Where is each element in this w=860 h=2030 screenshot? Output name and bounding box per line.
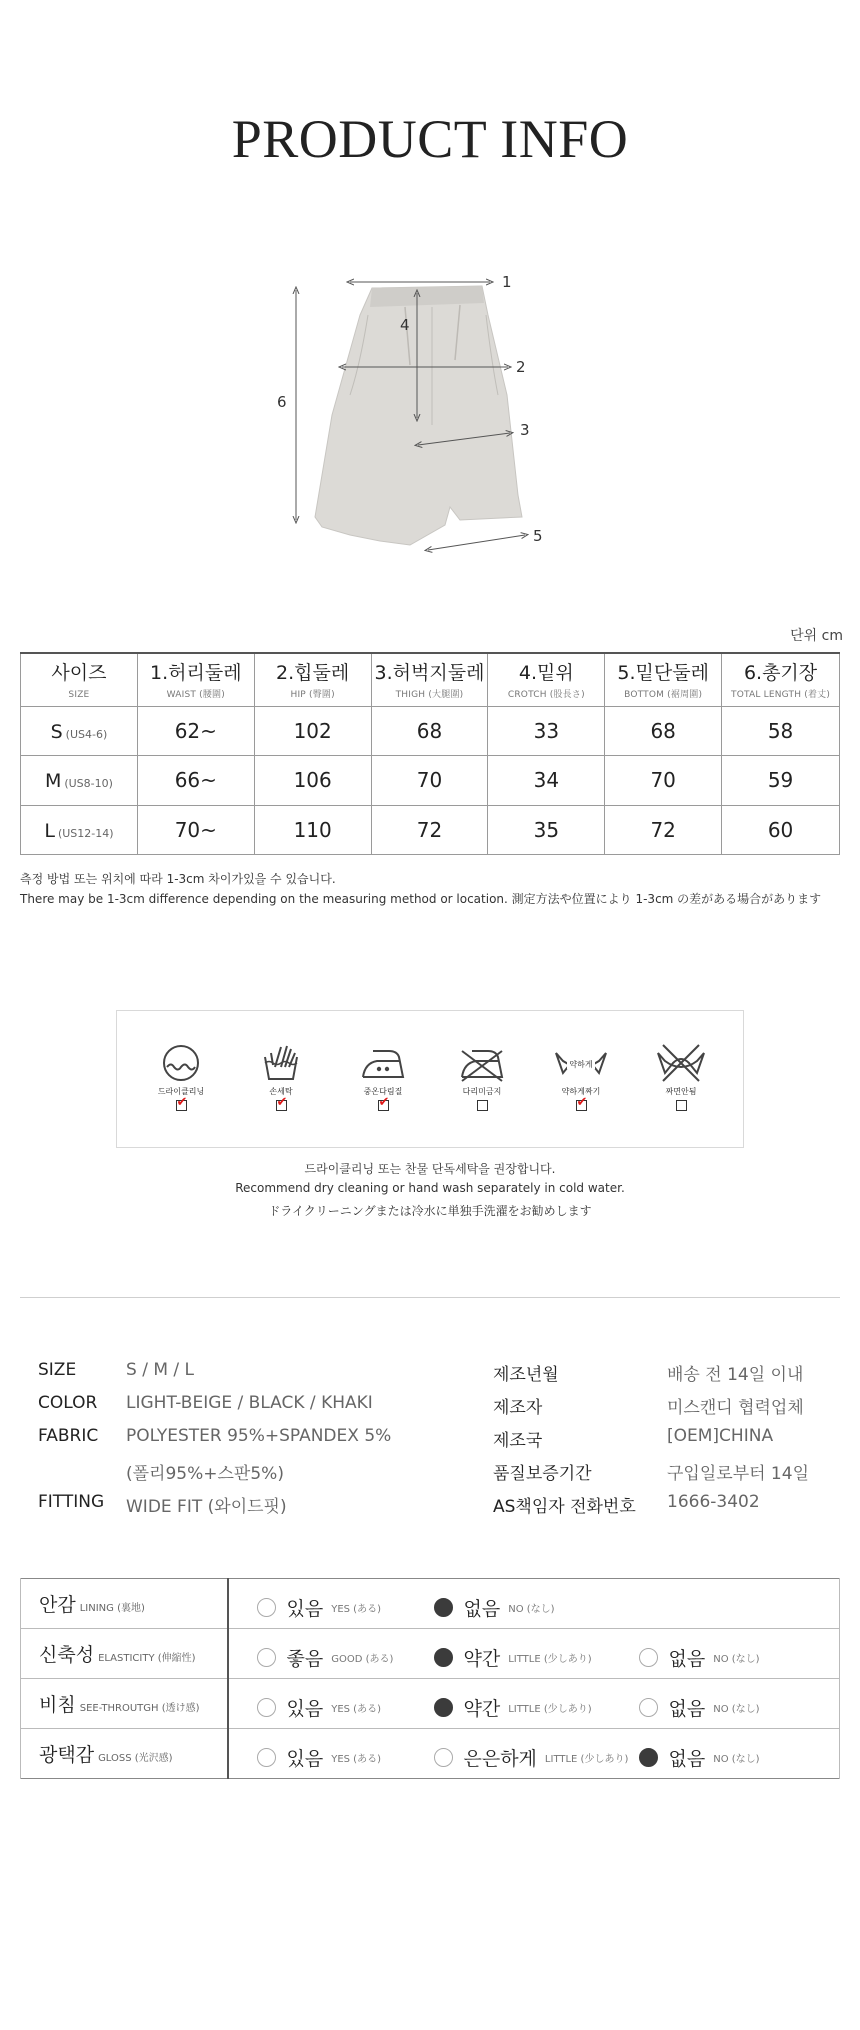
spec-value-warranty: 구입일로부터 14일 xyxy=(667,1464,809,1484)
wash-item-medium-iron xyxy=(343,1043,423,1111)
table-cell: 62~ xyxy=(137,706,254,756)
table-cell: 70~ xyxy=(137,805,254,855)
spec-value-manufacturer: 미스캔디 협력업체 xyxy=(667,1398,804,1418)
wash-care-box xyxy=(116,1010,744,1148)
option: 없음 NO (なし) xyxy=(639,1644,760,1671)
table-row xyxy=(21,1679,840,1729)
wash-checkbox xyxy=(477,1100,488,1111)
spec-key-country: 제조국 xyxy=(493,1431,543,1451)
diagram-label-1: 1 xyxy=(502,273,512,291)
unit-label: 단위 cm xyxy=(790,628,843,644)
option: 좋음 GOOD (ある) xyxy=(257,1644,394,1671)
table-cell: 34 xyxy=(488,756,605,806)
diagram-label-4: 4 xyxy=(400,316,410,334)
wash-item-gentle-wring xyxy=(541,1043,621,1111)
spec-key-color: COLOR xyxy=(38,1393,98,1413)
header-hip: 2.힙둘레 HIP (臀圍) xyxy=(254,653,371,706)
spec-key-fitting: FITTING xyxy=(38,1492,105,1512)
radio-selected xyxy=(639,1748,658,1767)
wash-text-ko: 드라이클리닝 또는 찬물 단독세탁을 권장합니다. xyxy=(304,1162,556,1176)
option: 있음 YES (ある) xyxy=(257,1694,381,1721)
option: 없음 NO (なし) xyxy=(639,1744,760,1771)
measure-note-ko: 측정 방법 또는 위치에 따라 1-3cm 차이가있을 수 있습니다. xyxy=(20,872,336,886)
header-bottom: 5.밑단둘레 BOTTOM (裾周圍) xyxy=(605,653,722,706)
diagram-label-5: 5 xyxy=(533,527,543,545)
table-cell: 70 xyxy=(605,756,722,806)
spec-value-country: [OEM]CHINA xyxy=(667,1426,774,1446)
shorts-illustration xyxy=(260,255,600,575)
table-row xyxy=(21,706,840,756)
wash-label: 짜면안됨 xyxy=(665,1087,697,1096)
radio-unselected xyxy=(257,1648,276,1667)
radio-selected xyxy=(434,1698,453,1717)
table-cell: 35 xyxy=(488,805,605,855)
table-cell: 58 xyxy=(722,706,840,756)
spec-value-color: LIGHT-BEIGE / BLACK / KHAKI xyxy=(126,1393,373,1413)
spec-value-fabric: POLYESTER 95%+SPANDEX 5% xyxy=(126,1426,392,1446)
spec-key-mfg-date: 제조년월 xyxy=(493,1365,559,1385)
medium-iron-icon xyxy=(359,1043,407,1083)
size-cell: S (US4-6) xyxy=(21,706,138,756)
table-cell: 72 xyxy=(371,805,488,855)
option: 있음 YES (ある) xyxy=(257,1744,381,1771)
radio-selected xyxy=(434,1598,453,1617)
measure-note-en: There may be 1-3cm difference depending on the measuring method or location. 測定方法や位置により 1-3cm の差がある場合があります xyxy=(20,892,822,906)
table-cell: 59 xyxy=(722,756,840,806)
radio-unselected xyxy=(257,1598,276,1617)
option: 약간 LITTLE (少しあり) xyxy=(434,1694,592,1721)
spec-key-warranty: 품질보증기간 xyxy=(493,1464,592,1484)
radio-unselected xyxy=(434,1748,453,1767)
option: 없음 NO (なし) xyxy=(639,1694,760,1721)
page-title: PRODUCT INFO xyxy=(231,109,629,169)
table-cell: 72 xyxy=(605,805,722,855)
table-cell: 102 xyxy=(254,706,371,756)
radio-selected xyxy=(434,1648,453,1667)
no-wring-icon xyxy=(655,1043,707,1083)
size-table-header xyxy=(21,653,840,706)
wash-label: 중온다림질 xyxy=(363,1087,403,1096)
table-row xyxy=(21,1629,840,1679)
wring-badge: 약하게 xyxy=(569,1060,593,1069)
spec-value-size: S / M / L xyxy=(126,1360,194,1380)
fabric-property-table xyxy=(20,1578,840,1779)
property-options xyxy=(228,1729,840,1779)
table-cell: 66~ xyxy=(137,756,254,806)
radio-unselected xyxy=(639,1648,658,1667)
diagram-label-6: 6 xyxy=(277,393,287,411)
wash-label: 다리미금지 xyxy=(462,1087,502,1096)
diagram-label-2: 2 xyxy=(516,358,526,376)
table-cell: 68 xyxy=(371,706,488,756)
size-cell: L (US12-14) xyxy=(21,805,138,855)
spec-key-manufacturer: 제조자 xyxy=(493,1398,543,1418)
table-row xyxy=(21,1729,840,1779)
wash-label: 드라이클리닝 xyxy=(157,1087,205,1096)
diagram-label-3: 3 xyxy=(520,421,530,439)
spec-value-mfg-date: 배송 전 14일 이내 xyxy=(667,1365,804,1385)
table-cell: 33 xyxy=(488,706,605,756)
radio-unselected xyxy=(639,1698,658,1717)
property-label-elasticity: 신축성 ELASTICITY (伸縮性) xyxy=(21,1629,228,1679)
spec-key-size: SIZE xyxy=(38,1360,77,1380)
spec-key-as-phone: AS책임자 전화번호 xyxy=(493,1497,636,1517)
product-diagram xyxy=(260,255,600,575)
spec-value-fabric-ko: (폴리95%+스판5%) xyxy=(126,1464,284,1484)
table-row xyxy=(21,1579,840,1629)
table-cell: 60 xyxy=(722,805,840,855)
table-cell: 70 xyxy=(371,756,488,806)
table-cell: 68 xyxy=(605,706,722,756)
wash-checkbox xyxy=(676,1100,687,1111)
header-total-length: 6.총기장 TOTAL LENGTH (着丈) xyxy=(722,653,840,706)
wash-item-no-wring xyxy=(641,1043,721,1111)
property-options xyxy=(228,1579,840,1629)
spec-value-fitting: WIDE FIT (와이드핏) xyxy=(126,1497,287,1517)
wash-checkbox xyxy=(276,1100,287,1111)
option: 은은하게 LITTLE (少しあり) xyxy=(434,1744,629,1771)
property-options xyxy=(228,1679,840,1729)
gentle-wring-icon xyxy=(553,1043,609,1083)
dry-clean-icon xyxy=(159,1043,203,1083)
radio-unselected xyxy=(257,1748,276,1767)
size-table xyxy=(20,652,840,855)
wash-checkbox xyxy=(378,1100,389,1111)
spec-key-fabric: FABRIC xyxy=(38,1426,99,1446)
table-row xyxy=(21,805,840,855)
option: 있음 YES (ある) xyxy=(257,1594,381,1621)
wash-checkbox xyxy=(576,1100,587,1111)
header-waist: 1.허리둘레 WAIST (腰圍) xyxy=(137,653,254,706)
header-thigh: 3.허벅지둘레 THIGH (大腿圍) xyxy=(371,653,488,706)
table-cell: 106 xyxy=(254,756,371,806)
radio-unselected xyxy=(257,1698,276,1717)
wash-label: 약하게짜기 xyxy=(561,1087,601,1096)
wash-checkbox xyxy=(176,1100,187,1111)
wash-text-en: Recommend dry cleaning or hand wash separately in cold water. xyxy=(235,1181,625,1195)
size-cell: M (US8-10) xyxy=(21,756,138,806)
table-row xyxy=(21,756,840,806)
table-cell: 110 xyxy=(254,805,371,855)
wash-text-ja: ドライクリーニングまたは冷水に単独手洗濯をお勧めします xyxy=(268,1204,592,1218)
property-label-see-through: 비침 SEE-THROUTGH (透け感) xyxy=(21,1679,228,1729)
header-crotch: 4.밑위 CROTCH (股長さ) xyxy=(488,653,605,706)
wash-item-hand-wash xyxy=(241,1043,321,1111)
no-iron-icon xyxy=(458,1043,506,1083)
property-options xyxy=(228,1629,840,1679)
wash-item-dry-clean xyxy=(141,1043,221,1111)
header-size: 사이즈 SIZE xyxy=(21,653,138,706)
option: 없음 NO (なし) xyxy=(434,1594,555,1621)
option: 약간 LITTLE (少しあり) xyxy=(434,1644,592,1671)
spec-value-as-phone: 1666-3402 xyxy=(667,1492,760,1512)
wash-label: 손세탁 xyxy=(269,1087,293,1096)
wash-item-no-iron xyxy=(442,1043,522,1111)
section-divider xyxy=(20,1297,840,1298)
property-label-lining: 안감 LINING (裏地) xyxy=(21,1579,228,1629)
hand-wash-icon xyxy=(259,1043,303,1083)
property-label-gloss: 광택감 GLOSS (光沢感) xyxy=(21,1729,228,1779)
